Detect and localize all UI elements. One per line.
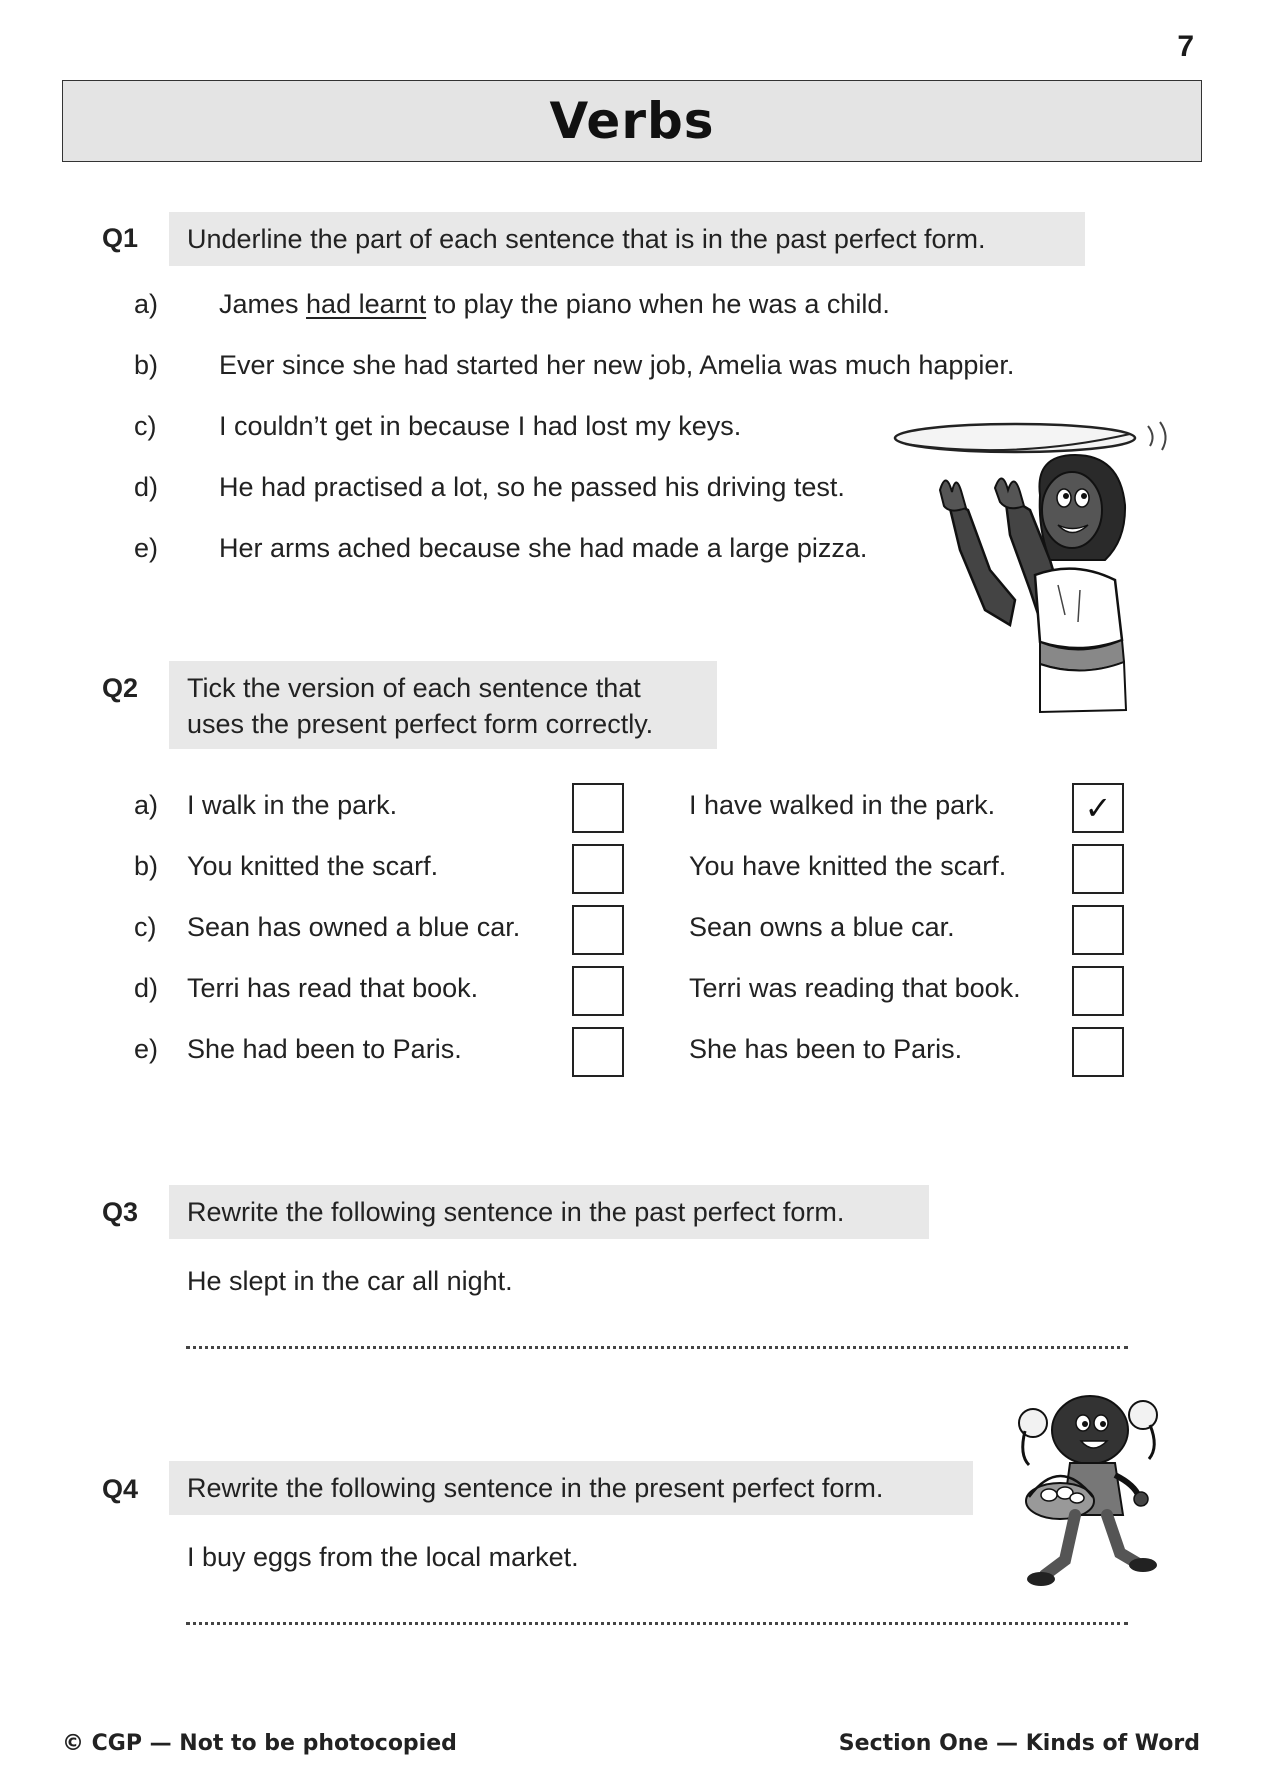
q4-instruction: Rewrite the following sentence in the present perfect form. [169, 1461, 973, 1515]
q2-row-e-left-sentence: She had been to Paris. [187, 1034, 462, 1064]
q2-row-a-left-sentence: I walk in the park. [187, 790, 398, 820]
q3-number: Q3 [102, 1197, 139, 1227]
q1-item-a-text-after: to play the piano when he was a child. [426, 289, 890, 319]
q1-item-a-underlined[interactable]: had learnt [306, 289, 427, 319]
footer-copyright: © CGP — Not to be photocopied [62, 1731, 457, 1756]
q1-item-c-sentence[interactable]: I couldn’t get in because I had lost my keys. [219, 411, 742, 441]
q2-row-e-left-tickbox[interactable] [572, 1027, 624, 1077]
q1-item-e-sentence[interactable]: Her arms ached because she had made a large pizza. [219, 533, 868, 563]
q2-row-b-left-tickbox[interactable] [572, 844, 624, 894]
q2-row-a-left-tickbox[interactable] [572, 783, 624, 833]
q1-instruction: Underline the part of each sentence that is in the past perfect form. [169, 212, 1085, 266]
q2-row-b-left-sentence: You knitted the scarf. [187, 851, 439, 881]
q2-row-e-letter: e) [134, 1034, 159, 1064]
q2-row-e-right-sentence: She has been to Paris. [689, 1034, 963, 1064]
girl-with-egg-basket-illustration [1015, 1385, 1165, 1595]
q1-item-b-sentence[interactable]: Ever since she had started her new job, Amelia was much happier. [219, 350, 1015, 380]
tick-icon: ✓ [1084, 789, 1112, 827]
q1-item-d-letter: d) [134, 472, 159, 502]
q2-row-b-letter: b) [134, 851, 159, 881]
title-banner [62, 80, 1202, 162]
q2-instruction [169, 661, 717, 749]
q1-item-a-text-before: James [219, 289, 307, 319]
q4-sentence: I buy eggs from the local market. [187, 1542, 579, 1572]
q2-row-d-left-tickbox[interactable] [572, 966, 624, 1016]
q2-row-c-left-sentence: Sean has owned a blue car. [187, 912, 521, 942]
q2-instruction-line2: uses the present perfect form correctly. [187, 709, 654, 739]
q2-row-d-letter: d) [134, 973, 159, 1003]
q1-item-a-sentence [219, 289, 890, 320]
q2-row-d-right-sentence: Terri was reading that book. [689, 973, 1021, 1003]
page-title: Verbs [549, 92, 715, 150]
q2-row-a-right-tickbox[interactable] [1072, 783, 1124, 833]
q2-row-c-left-tickbox[interactable] [572, 905, 624, 955]
q4-answer-line[interactable] [186, 1622, 1128, 1625]
q1-item-e-letter: e) [134, 533, 159, 563]
q2-number: Q2 [102, 673, 139, 703]
q2-row-d-right-tickbox[interactable] [1072, 966, 1124, 1016]
q3-answer-line[interactable] [186, 1346, 1128, 1349]
footer-section-label: Section One — Kinds of Word [838, 1731, 1200, 1756]
q2-instruction-line1: Tick the version of each sentence that [187, 673, 641, 703]
q2-row-d-left-sentence: Terri has read that book. [187, 973, 479, 1003]
q1-number: Q1 [102, 223, 139, 253]
q2-row-c-right-sentence: Sean owns a blue car. [689, 912, 955, 942]
q4-number: Q4 [102, 1474, 139, 1504]
q1-item-a-letter: a) [134, 289, 159, 319]
q2-row-b-right-sentence: You have knitted the scarf. [689, 851, 1007, 881]
q3-sentence: He slept in the car all night. [187, 1266, 513, 1296]
q2-row-a-letter: a) [134, 790, 159, 820]
q2-row-c-right-tickbox[interactable] [1072, 905, 1124, 955]
q2-row-c-letter: c) [134, 912, 157, 942]
q2-row-a-right-sentence: I have walked in the park. [689, 790, 996, 820]
q2-row-e-right-tickbox[interactable] [1072, 1027, 1124, 1077]
pizza-chef-illustration [890, 410, 1190, 720]
page-number: 7 [1177, 30, 1194, 63]
q1-item-d-sentence[interactable]: He had practised a lot, so he passed his driving test. [219, 472, 845, 502]
q2-row-b-right-tickbox[interactable] [1072, 844, 1124, 894]
q1-item-b-letter: b) [134, 350, 159, 380]
q1-item-c-letter: c) [134, 411, 157, 441]
q3-instruction: Rewrite the following sentence in the past perfect form. [169, 1185, 929, 1239]
